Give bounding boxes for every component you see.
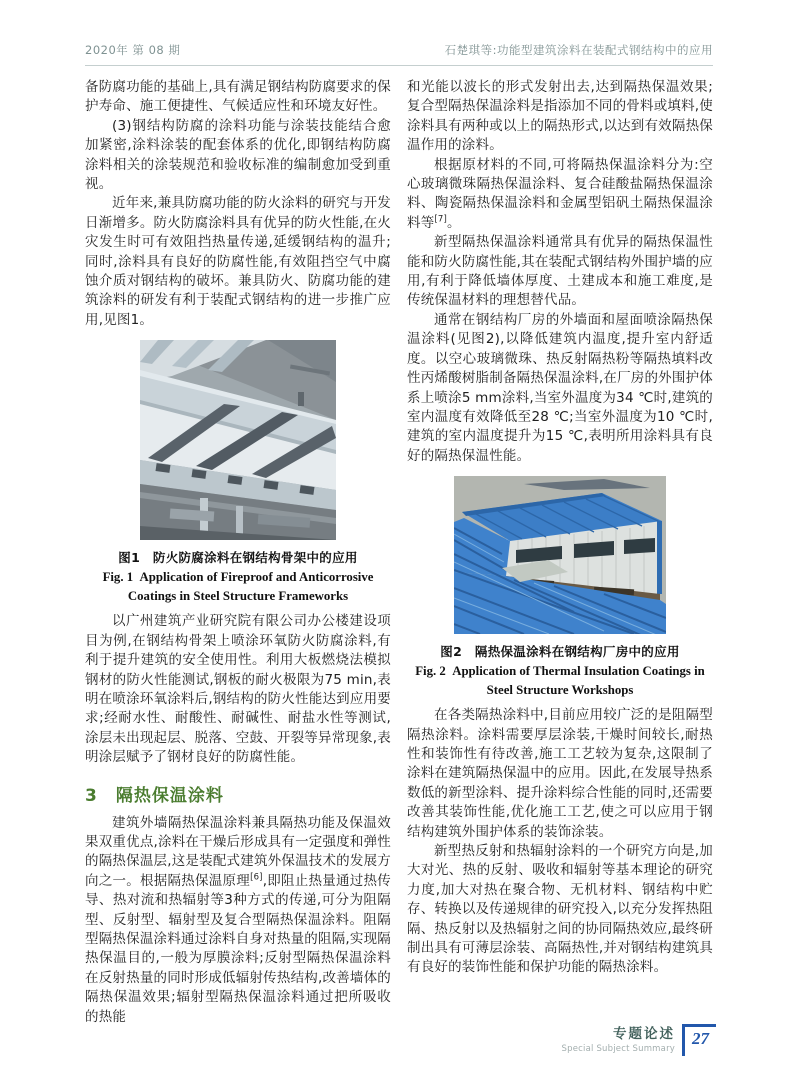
footer-column-title-zh: 专题论述	[613, 1026, 675, 1042]
header-running-title: 石楚琪等:功能型建筑涂料在装配式钢结构中的应用	[444, 43, 713, 57]
figure2-caption-zh: 图2 隔热保温涂料在钢结构厂房中的应用	[440, 644, 680, 660]
footer-column-labels	[562, 1022, 675, 1054]
left-column	[85, 78, 391, 1027]
citation-ref-6: [6]	[250, 872, 263, 883]
page-footer	[562, 1022, 716, 1056]
figure1-caption-en-line1: Fig. 1 Application of Fireproof and Anticorrosive	[102, 570, 374, 585]
paragraph-text: ,即阻止热量通过热传导、热对流和热辐射等3种方式的传递,可分为阻隔型、反射型、辐射型及复合型隔热保温涂料。阻隔型隔热保温涂料通过涂料自身对热量的阻隔,实现隔热保温目的,一般为厚膜涂料;反射型隔热保温涂料在反射热量的同时形成低辐射传热结构,改善墙体的隔热保温效果;辐射型隔热保温涂料通过把所吸收的热能	[85, 872, 391, 1025]
paragraph	[407, 156, 713, 234]
paragraph: 新型隔热保温涂料通常具有优异的隔热保温性能和防火防腐性能,其在装配式钢结构外围护墙的应用,有利于降低墙体厚度、土建成本和施工难度,是传统保温材料的理想替代品。	[407, 234, 713, 309]
paragraph-continuation: 和光能以波长的形式发射出去,达到隔热保温效果;复合型隔热保温涂料是指添加不同的骨料或填料,使涂料具有两种或以上的隔热形式,以达到有效隔热保温作用的涂料。	[407, 79, 713, 154]
page-number: 27	[692, 1029, 709, 1048]
section-heading-3: 3 隔热保温涂料	[85, 785, 224, 806]
header-issue: 2020年 第 08 期	[85, 43, 181, 57]
figure1-caption-zh: 图1 防火防腐涂料在钢结构骨架中的应用	[118, 550, 358, 566]
paragraph-text: 建筑外墙隔热保温涂料兼具隔热功能及保温效果双重优点,涂料在干燥后形成具有一定强度和弹性的隔热保温层,这是装配式建筑外保温技术的发展方向之一。根据隔热保温原理	[85, 814, 391, 889]
figure1-image	[140, 340, 336, 540]
paragraph: 近年来,兼具防腐功能的防火涂料的研究与开发日渐增多。防火防腐涂料具有优异的防火性能,在火灾发生时可有效阻挡热量传递,延缓钢结构的温升;同时,涂料具有良好的防腐性能,有效阻挡空气中腐蚀介质对钢结构的破坏。兼具防火、防腐功能的建筑涂料的研发有利于装配式钢结构的进一步推广应用,见图1。	[85, 195, 391, 328]
citation-ref-7: [7]	[434, 214, 448, 225]
figure1-caption-en-line2: Coatings in Steel Structure Frameworks	[127, 589, 349, 604]
paragraph: 通常在钢结构厂房的外墙面和屋面喷涂隔热保温涂料(见图2),以降低建筑内温度,提升室内舒适度。以空心玻璃微珠、热反射隔热粉等隔热填料改性丙烯酸树脂制备隔热保温涂料,在厂房的外围护体系上喷涂5 mm涂料,当室外温度为34 ℃时,建筑的室内温度有效降低至28 ℃;当室外温度为10 ℃时,建筑的室内温度提升为15 ℃,表明所用涂料具有良好的隔热保温性能。	[407, 311, 713, 464]
figure-1	[85, 340, 391, 606]
paragraph: 以广州建筑产业研究院有限公司办公楼建设项目为例,在钢结构骨架上喷涂环氧防火防腐涂料,有利于提升建筑的安全使用性。利用大板燃烧法模拟钢材的防火性能测试,钢板的耐火极限为75 min,表明在喷涂环氧涂料后,钢结构的防火性能达到应用要求;经耐水性、耐酸性、耐碱性、耐盐水性等测试,涂层未出现起层、脱落、空鼓、开裂等异常现象,表明涂层赋予了钢材良好的防腐性能。	[85, 613, 391, 766]
paragraph: 在各类隔热涂料中,目前应用较广泛的是阻隔型隔热涂料。涂料需要厚层涂装,干燥时间较长,耐热性和装饰性有待改善,施工工艺较为复杂,这限制了涂料在建筑隔热保温中的应用。因此,在发展导热系数低的新型涂料、提升涂料综合性能的同时,还需要改善其装饰性能,优化施工工艺,使之可以应用于钢结构建筑外围护体系的装饰涂装。	[407, 707, 713, 840]
figure-2	[407, 476, 713, 700]
figure2-image	[454, 476, 666, 634]
paragraph	[85, 814, 391, 1027]
page-header	[85, 42, 713, 66]
paragraph-continuation: 备防腐功能的基础上,具有满足钢结构防腐要求的保护寿命、施工便捷性、气候适应性和环境友好性。	[85, 79, 391, 115]
right-column	[407, 78, 713, 978]
page-number-bracket	[682, 1024, 716, 1056]
figure2-caption-en-line2: Steel Structure Workshops	[486, 683, 634, 698]
paragraph-text: 根据原材料的不同,可将隔热保温涂料分为:空心玻璃微珠隔热保温涂料、复合硅酸盐隔热保温涂料、陶瓷隔热保温涂料和金属型铝矾土隔热保温涂料等	[407, 156, 713, 231]
figure2-caption-en-line1: Fig. 2 Application of Thermal Insulation Coatings in	[415, 664, 705, 679]
footer-column-title-en: Special Subject Summary	[561, 1044, 675, 1054]
paragraph: (3)钢结构防腐的涂料功能与涂装技能结合愈加紧密,涂料涂装的配套体系的优化,即钢结构防腐涂料相关的涂装规范和验收标准的编制愈加受到重视。	[85, 117, 391, 193]
paragraph-text: 。	[447, 214, 461, 231]
paragraph: 新型热反射和热辐射涂料的一个研究方向是,加大对光、热的反射、吸收和辐射等基本理论的研究力度,加大对热在聚合物、无机材料、钢结构中贮存、转换以及传递规律的研究投入,以充分发挥热阻隔、热反射以及热辐射之间的协同隔热效应,最终研制出具有可薄层涂装、高隔热性,并对钢结构建筑具有良好的装饰性能和保护功能的隔热涂料。	[407, 842, 713, 976]
